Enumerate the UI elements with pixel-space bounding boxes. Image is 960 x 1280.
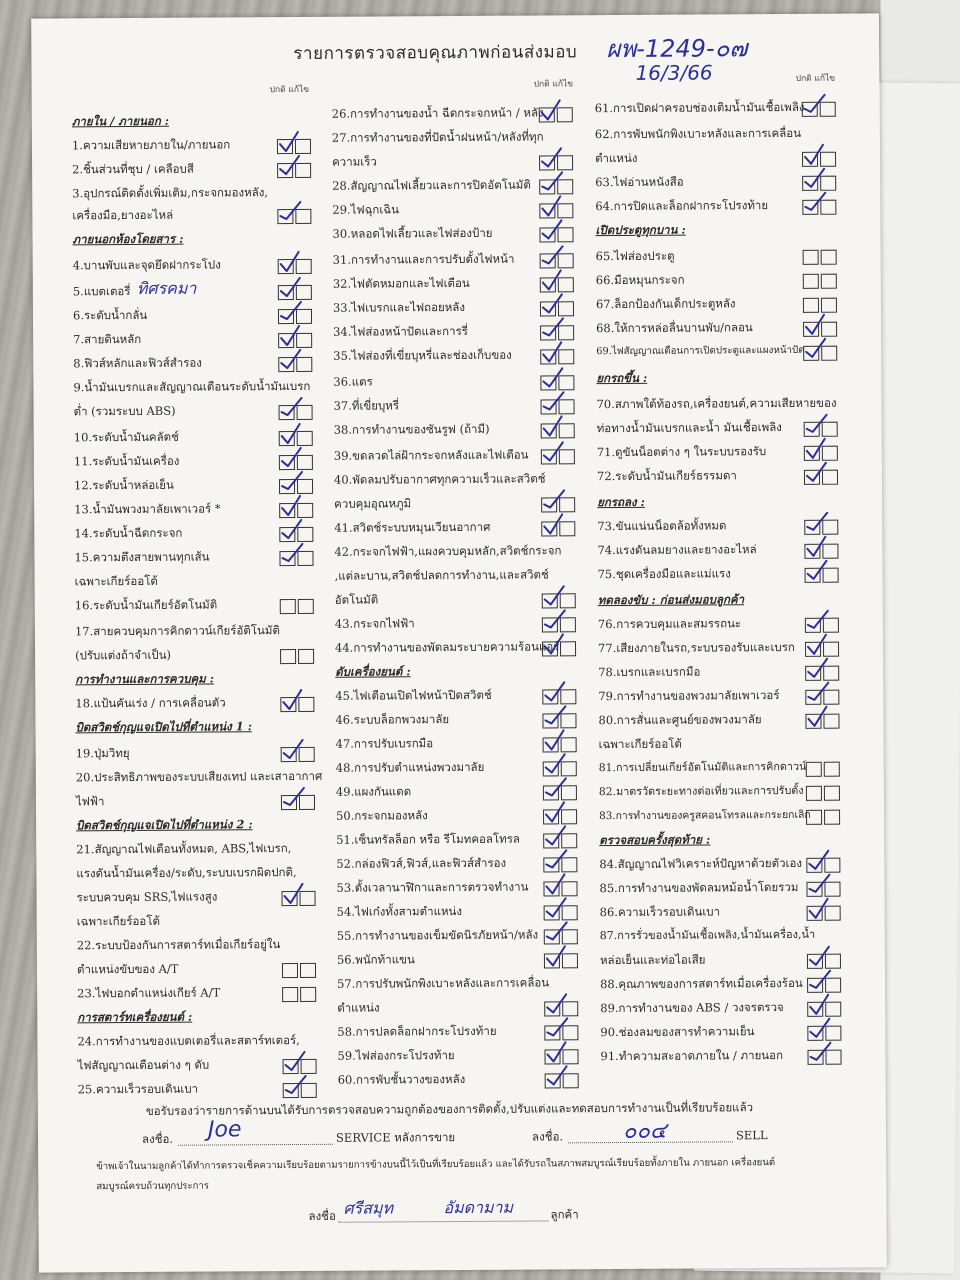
- checkmark-icon: [279, 251, 301, 273]
- checkbox-normal[interactable]: [806, 810, 822, 825]
- checkmark-icon: [808, 898, 830, 920]
- checkmark-icon: [805, 536, 827, 558]
- checkmark-icon: [807, 850, 829, 872]
- item-85: 85.การทำงานของพัดลมหม้อน้ำโดยรวม: [599, 879, 799, 896]
- handwritten-doc-code: ผพ-1249-๐๗: [606, 34, 748, 64]
- item-3-cont: เครื่องมือ,ยางอะไหล่: [72, 207, 174, 223]
- item-65: 65.ไฟส่องประตู: [595, 248, 675, 264]
- checkmark-icon: [279, 349, 301, 371]
- document-title: รายการตรวจสอบคุณภาพก่อนส่งมอบ: [293, 42, 578, 65]
- checkmark-icon: [803, 94, 825, 116]
- item-80-cont: เฉพาะเกียร์ออโต้: [598, 736, 682, 752]
- checkbox-normal[interactable]: [282, 987, 298, 1002]
- item-7: 7.สายดินหลัก: [73, 331, 142, 347]
- item-28: 28.สัญญาณไฟเลี้ยวและการปิดอัตโนมัติ: [332, 177, 531, 193]
- checkbox-fix[interactable]: [824, 762, 840, 777]
- item-86: 86.ความเร็วรอบเดินเบา: [599, 904, 721, 920]
- item-71: 71.ดูขันน็อตต่าง ๆ ในระบบรองรับ: [596, 444, 767, 460]
- checkmark-icon: [805, 462, 827, 484]
- item-24-cont: ไฟสัญญาณเตือนต่าง ๆ ดับ: [77, 1057, 210, 1073]
- item-9-cont: ต่ำ (รวมระบบ ABS): [73, 403, 176, 419]
- section-interior-exterior: ภายใน / ภายนอก :: [71, 113, 170, 129]
- item-38: 38.การทำงานของซันรูฟ (ถ้ามี): [333, 421, 490, 437]
- item-21-cont-1: แรงดันน้ำมันเครื่อง/ระดับ,ระบบเบรกผิดปกติ,: [76, 864, 297, 881]
- item-47: 47.การปรับเบรกมือ: [335, 736, 434, 751]
- checkmark-icon: [544, 753, 566, 775]
- item-35: 35.ไฟส่องที่เขี่ยบุหรี่และช่องเก็บของ: [333, 347, 512, 363]
- checkmark-icon: [804, 338, 826, 360]
- item-2: 2.ชิ้นส่วนที่ชุบ / เคลือบสี: [72, 161, 194, 177]
- checkmark-icon: [280, 471, 302, 493]
- item-42-cont-1: ,แต่ละบาน,สวิตช์ปลดการทำงาน,และสวิตช์: [334, 567, 549, 583]
- checkmark-icon: [279, 325, 301, 347]
- item-1: 1.ความเสียหายภายใน/ภายนอก: [71, 137, 231, 153]
- item-33: 33.ไฟเบรกและไฟถอยหลัง: [332, 299, 465, 315]
- checkmark-icon: [808, 994, 830, 1016]
- checkmark-icon: [543, 585, 565, 607]
- checkmark-icon: [279, 397, 301, 419]
- item-54: 54.ไฟเก๋งทั้งสามตำแหน่ง: [336, 903, 463, 919]
- checkmark-icon: [280, 423, 302, 445]
- checkmark-icon: [805, 560, 827, 582]
- checkbox-fix[interactable]: [821, 250, 837, 265]
- checkmark-icon: [543, 609, 565, 631]
- item-67: 67.ล็อกป้องกันเด็กประตูหลัง: [595, 296, 736, 312]
- checkmark-icon: [808, 1042, 830, 1064]
- section-lift-up: ยกรถขึ้น :: [596, 370, 648, 386]
- item-78: 78.เบรกและเบรกมือ: [598, 664, 701, 680]
- item-72: 72.ระดับน้ำมันเกียร์ธรรมดา: [596, 468, 737, 484]
- item-24: 24.การทำงานของแบตเตอรี่และสตาร์ทเตอร์,: [77, 1032, 300, 1049]
- item-42-cont-2: อัตโนมัติ: [334, 592, 379, 607]
- item-19: 19.ปุ่มวิทยุ: [75, 746, 130, 761]
- checkmark-icon: [543, 705, 565, 727]
- item-21-cont-3: เฉพาะเกียร์ออโต้: [76, 913, 160, 929]
- checkmark-icon: [542, 415, 564, 437]
- item-61: 61.การเปิดฝาครอบช่องเติมน้ำมันเชื้อเพลิง: [594, 99, 805, 116]
- checkmark-icon: [543, 681, 565, 703]
- checkmark-icon: [803, 144, 825, 166]
- item-18: 18.แป้นคันเร่ง / การเคลื่อนตัว: [75, 695, 226, 711]
- checkbox-fix[interactable]: [300, 987, 316, 1002]
- item-76: 76.การควบคุมและสมรรถนะ: [597, 616, 742, 632]
- item-70-cont: ท่อทางน้ำมันเบรกและน้ำ มันเชื้อเพลิง: [596, 420, 782, 436]
- checkbox-normal[interactable]: [280, 599, 296, 614]
- checkmark-icon: [806, 610, 828, 632]
- item-8: 8.ฟิวส์หลักและฟิวส์สำรอง: [73, 355, 202, 371]
- item-77: 77.เสียงภายในรถ,ระบบรองรับและเบรก: [597, 639, 795, 656]
- item-17-cont: (ปรับแต่งถ้าจำเป็น): [75, 647, 172, 663]
- item-57-cont: ตำแหน่ง: [337, 1000, 380, 1015]
- item-70: 70.สภาพใต้ท้องรถ,เครื่องยนต์,ความเสียหายของ: [596, 395, 837, 412]
- item-90: 90.ช่องลมของสารทำความเย็น: [600, 1024, 755, 1040]
- checkmark-icon: [805, 512, 827, 534]
- checkmark-icon: [806, 682, 828, 704]
- item-12: 12.ระดับน้ำหล่อเย็น: [73, 477, 174, 493]
- checkmark-icon: [279, 301, 301, 323]
- handwritten-date: 16/3/66: [635, 60, 713, 85]
- section-ignition-2: บิดสวิตช์กุญแจเปิดไปที่ตำแหน่ง 2 :: [76, 817, 253, 833]
- sell-role-label: SELL: [735, 1128, 768, 1143]
- checkmark-icon: [808, 946, 830, 968]
- checkmark-icon: [541, 391, 563, 413]
- section-start-engine: การสตาร์ทเครื่องยนต์ :: [77, 1009, 193, 1025]
- section-engine-off: ดับเครื่องยนต์ :: [335, 664, 411, 679]
- item-23: 23.ไฟบอกตำแหน่งเกียร์ A/T: [77, 985, 221, 1001]
- section-open-doors: เปิดประตูทุกบาน :: [595, 222, 686, 238]
- checkmark-icon: [804, 314, 826, 336]
- item-56: 56.พนักท้าแขน: [336, 952, 415, 967]
- section-operation: การทำงานและการควบคุม :: [75, 671, 215, 687]
- item-41: 41.สวิตช์ระบบหมุนเวียนอากาศ: [334, 519, 491, 535]
- customer-acceptance-text: ข้าพเจ้าในนามลูกค้าได้ทำการตรวจเช็คความเรียบร้อยตามรายการข้างบนนี้ไว้เป็นที่เรียบร้อยแล้ว และได้รับรถในสภาพสมบูรณ์เรียบร้อยทั้งภายใน ภายนอก เครื่องยนต์: [96, 1157, 776, 1173]
- section-ignition-1: บิดสวิตช์กุญแจเปิดไปที่ตำแหน่ง 1 :: [75, 719, 253, 735]
- checkmark-icon: [542, 513, 564, 535]
- checkmark-icon: [541, 269, 563, 291]
- item-40: 40.พัดลมปรับอากาศทุกความเร็วและสวิตช์: [333, 471, 546, 487]
- item-49: 49.แผงกันแดด: [335, 784, 412, 799]
- item-39: 39.ขดลวดไล่ฝ้ากระจกหลังและไฟเตือน: [333, 447, 529, 463]
- item-32: 32.ไฟตัดหมอกและไฟเตือน: [332, 275, 470, 291]
- item-53: 53.ตั้งเวลานาฬิกาและการตรวจทำงาน: [336, 879, 529, 895]
- item-20-cont: ไฟฟ้า: [75, 794, 105, 809]
- checkmark-icon: [282, 739, 304, 761]
- item-57: 57.การปรับพนักพิงเบาะหลังและการเคลื่อน: [337, 975, 550, 991]
- item-34: 34.ไฟส่องหน้าปัดและการรี่: [333, 323, 468, 339]
- checkbox-normal[interactable]: [803, 274, 819, 289]
- item-69: 69.ไฟสัญญาณเตือนการเปิดประตูและแผงหน้าปัด: [596, 344, 805, 358]
- section-lift-down: ยกรถลง :: [597, 494, 645, 510]
- item-68: 68.ให้การหล่อลื่นบานพับ/กลอน: [596, 320, 753, 336]
- item-27-cont: ความเร็ว: [332, 154, 377, 169]
- handwritten-battery: ทิศรคมา: [136, 278, 197, 298]
- service-signature: Joe: [207, 1117, 242, 1143]
- checkmark-icon: [544, 825, 566, 847]
- item-81: 81.การเปลี่ยนเกียร์อัตโนมัติและการคิกดาวน์: [598, 759, 807, 775]
- checkbox-fix[interactable]: [824, 810, 840, 825]
- checkmark-icon: [282, 883, 304, 905]
- item-51: 51.เซ็นทรัลล็อก หรือ รีโมทคอลโทรล: [336, 831, 520, 847]
- checkmark-icon: [545, 993, 567, 1015]
- certification-text: ขอรับรองว่ารายการด้านบนได้รับการตรวจสอบความถูกต้องของการติดตั้ง,ปรับแต่งและทดสอบการทำงานเป็นที่เรียบร้อยแล้ว: [145, 1100, 754, 1118]
- customer-signature-1: ศรีสมุท: [343, 1198, 394, 1218]
- item-62: 62.การพับพนักพิงเบาะหลังและการเคลื่อน: [594, 125, 802, 142]
- item-40-cont: ควบคุมอุณหภูมิ: [334, 496, 412, 511]
- col3-header: ปกติ แก้ไข: [795, 73, 836, 84]
- item-11: 11.ระดับน้ำมันเครื่อง: [73, 453, 180, 469]
- item-14: 14.ระดับน้ำฉีดกระจก: [74, 525, 183, 541]
- checkmark-icon: [284, 1075, 306, 1097]
- item-82: 82.มาตรวัดระยะทางต่อเที่ยวและการปรับตั้ง: [598, 783, 804, 799]
- item-10: 10.ระดับน้ำมันคลัตช์: [73, 429, 179, 445]
- checkmark-icon: [807, 874, 829, 896]
- item-22: 22.ระบบป้องกันการสตาร์ทเมื่อเกียร์อยู่ใน: [76, 937, 281, 953]
- item-36: 36.แตร: [333, 374, 373, 389]
- item-15: 15.ความตึงสายพานทุกเส้น: [74, 549, 210, 565]
- item-74: 74.แรงดันลมยางและยางอะไหล่: [597, 542, 757, 558]
- item-55: 55.การทำงานของเข็มขัดนิรภัยหน้า/หลัง: [336, 927, 539, 943]
- item-4: 4.บานพับและจุดยึดฝากระโปง: [72, 257, 221, 273]
- service-sign-label: ลงชื่อ.: [141, 1131, 174, 1146]
- item-29: 29.ไฟฉุกเฉิน: [332, 202, 400, 217]
- checkmark-icon: [545, 1017, 567, 1039]
- item-83: 83.การทำงานของครูสคอนโทรลและกระยกเลิก: [599, 808, 811, 823]
- checkmark-icon: [806, 706, 828, 728]
- checkmark-icon: [282, 787, 304, 809]
- checkmark-icon: [803, 168, 825, 190]
- checkmark-icon: [541, 245, 563, 267]
- item-80: 80.การสั่นและศูนย์ของพวงมาลัย: [598, 712, 762, 728]
- checkmark-icon: [544, 873, 566, 895]
- checkmark-icon: [808, 1018, 830, 1040]
- item-15-cont: เฉพาะเกียร์ออโต้: [74, 573, 158, 589]
- checkmark-icon: [544, 777, 566, 799]
- item-89: 89.การทำงานของ ABS / วงจรตรวจ: [600, 1000, 784, 1016]
- customer-acceptance-text-cont: สมบูรณ์ครบถ้วนทุกประการ: [96, 1180, 209, 1193]
- item-73: 73.ขันแน่นน็อตล้อทั้งหมด: [597, 518, 727, 534]
- checkmark-icon: [278, 131, 300, 153]
- checkmark-icon: [806, 634, 828, 656]
- item-84: 84.สัญญาณไฟวิเคราะห์ปัญหาด้วยตัวเอง: [599, 855, 803, 872]
- item-52: 52.กล่องฟิวส์,ฟิวส์,และฟิวส์สำรอง: [336, 855, 507, 871]
- checkmark-icon: [540, 171, 562, 193]
- item-5: 5.แบตเตอรี่: [72, 284, 131, 299]
- checkmark-icon: [543, 633, 565, 655]
- item-37: 37.ที่เขี่ยบุหรี่: [333, 398, 400, 413]
- item-3: 3.อุปกรณ์ติดตั้งเพิ่มเติม,กระจกมองหลัง,: [72, 185, 269, 201]
- checkbox-fix[interactable]: [298, 649, 314, 664]
- checkmark-icon: [542, 441, 564, 463]
- checkmark-icon: [541, 293, 563, 315]
- item-46: 46.ระบบล็อกพวงมาลัย: [335, 712, 450, 727]
- item-31: 31.การทำงานและการปรับตั้งไฟหน้า: [332, 251, 515, 267]
- item-45: 45.ไฟเตือนเปิดไฟหน้าปิดสวิตช์: [335, 687, 492, 703]
- item-16: 16.ระดับน้ำมันเกียร์อัตโนมัติ: [74, 597, 218, 613]
- service-role-label: SERVICE หลังการขาย: [335, 1130, 456, 1145]
- checkmark-icon: [806, 658, 828, 680]
- checkmark-icon: [280, 495, 302, 517]
- item-22-cont: ตำแหน่งขับของ A/T: [76, 961, 179, 977]
- item-50: 50.กระจกมองหลัง: [336, 808, 428, 823]
- checkmark-icon: [540, 99, 562, 121]
- customer-signature-2: อัมดามาม: [443, 1197, 514, 1218]
- checkmark-icon: [545, 897, 567, 919]
- item-58: 58.การปลดล็อกฝากระโปรงท้าย: [337, 1023, 497, 1039]
- checkmark-icon: [541, 367, 563, 389]
- item-79: 79.การทำงานของพวงมาลัยเพาเวอร์: [598, 688, 780, 704]
- checkmark-icon: [541, 317, 563, 339]
- item-88: 88.คุณภาพของการสตาร์ทเมื่อเครื่องร้อน: [600, 975, 803, 992]
- checkmark-icon: [540, 219, 562, 241]
- checkbox-fix[interactable]: [821, 274, 837, 289]
- checkbox-normal[interactable]: [282, 963, 298, 978]
- checkmark-icon: [279, 277, 301, 299]
- item-17: 17.สายควบคุมการคิกดาวน์เกียร์อัติโนมัติ: [74, 623, 280, 639]
- checkbox-fix[interactable]: [298, 599, 314, 614]
- checkmark-icon: [280, 543, 302, 565]
- checkmark-icon: [805, 438, 827, 460]
- item-66: 66.มือหมุนกระจก: [595, 272, 685, 288]
- item-87: 87.การรั่วของน้ำมันเชื้อเพลิง,น้ำมันเครื่อง,น้ำ: [599, 927, 816, 943]
- section-engine-bay: ภายนอกห้องโดยสาร :: [72, 231, 184, 247]
- item-62-cont: ตำแหน่ง: [594, 150, 638, 166]
- sell-sign-label: ลงชื่อ.: [531, 1129, 564, 1144]
- checkbox-normal[interactable]: [806, 762, 822, 777]
- checklist-sheet: [31, 13, 887, 1272]
- item-21-cont-2: ระบบควบคุม SRS,ไฟแรงสูง: [76, 889, 218, 905]
- item-27: 27.การทำงานของที่ปัดน้ำฝนหน้า/หลังที่ทุก: [331, 129, 544, 145]
- item-59: 59.ไฟส่องกระโปรงท้าย: [337, 1048, 455, 1063]
- checkbox-normal[interactable]: [803, 298, 819, 313]
- checkmark-icon: [808, 970, 830, 992]
- checkmark-icon: [281, 689, 303, 711]
- checkmark-icon: [805, 414, 827, 436]
- item-91: 91.ทำความสะอาดภายใน / ภายนอก: [600, 1048, 784, 1064]
- checkmark-icon: [544, 729, 566, 751]
- item-30: 30.หลอดไฟเลี้ยวและไฟส่องป้าย: [332, 225, 493, 241]
- checkbox-fix[interactable]: [824, 786, 840, 801]
- checkmark-icon: [541, 341, 563, 363]
- checkmark-icon: [280, 519, 302, 541]
- item-64: 64.การปิดและล็อกฝากระโปรงท้าย: [595, 198, 769, 214]
- customer-sign-label: ลงชื่อ: [308, 1208, 336, 1223]
- checkmark-icon: [544, 801, 566, 823]
- checkmark-icon: [546, 1065, 568, 1087]
- item-87-cont: หล่อเย็นและท่อไอเสีย: [599, 952, 706, 968]
- service-sign-line: [178, 1143, 333, 1146]
- item-25: 25.ความเร็วรอบเดินเบา: [77, 1081, 199, 1097]
- checkmark-icon: [278, 201, 300, 223]
- item-20: 20.ประสิทธิภาพของระบบเสียงเทป และเสาอากาศ: [75, 768, 323, 785]
- checkmark-icon: [545, 945, 567, 967]
- item-48: 48.การปรับตำแหน่งพวงมาลัย: [335, 759, 485, 775]
- checkmark-icon: [803, 192, 825, 214]
- checkmark-icon: [542, 489, 564, 511]
- section-test-drive: ทดลองขับ : ก่อนส่งมอบลูกค้า: [597, 592, 745, 608]
- checkbox-normal[interactable]: [806, 786, 822, 801]
- item-63: 63.ไฟอ่านหนังสือ: [595, 174, 684, 190]
- item-9: 9.น้ำมันเบรกและสัญญาณเตือนระดับน้ำมันเบรก: [73, 378, 311, 395]
- checkbox-fix[interactable]: [300, 963, 316, 978]
- col2-header: ปกติ แก้ไข: [533, 79, 574, 90]
- item-6: 6.ระดับน้ำกลั่น: [72, 307, 148, 323]
- item-13: 13.น้ำมันพวงมาลัยเพาเวอร์ *: [74, 501, 221, 517]
- checkbox-normal[interactable]: [280, 649, 296, 664]
- item-44: 44.การทำงานของพัดลมระบายความร้อนแอร์: [334, 639, 560, 655]
- checkmark-icon: [278, 155, 300, 177]
- checkmark-icon: [540, 147, 562, 169]
- customer-role-label: ลูกค้า: [550, 1207, 579, 1222]
- item-60: 60.การพับชั้นวางของหลัง: [337, 1071, 466, 1087]
- item-75: 75.ชุดเครื่องมือและแม่แรง: [597, 566, 731, 582]
- checkmark-icon: [545, 1041, 567, 1063]
- item-43: 43.กระจกไฟฟ้า: [334, 616, 415, 631]
- checkmark-icon: [283, 1051, 305, 1073]
- checkbox-normal[interactable]: [803, 250, 819, 265]
- checkbox-fix[interactable]: [821, 298, 837, 313]
- checkmark-icon: [540, 195, 562, 217]
- item-42: 42.กระจกไฟฟ้า,แผงควบคุมหลัก,สวิตช์กระจก: [334, 543, 562, 559]
- sell-signature: ๐๐๔: [622, 1118, 667, 1145]
- section-final-check: ตรวจสอบครั้งสุดท้าย :: [599, 832, 711, 848]
- col1-header: ปกติ แก้ไข: [269, 84, 310, 96]
- checkmark-icon: [545, 921, 567, 943]
- checkmark-icon: [280, 447, 302, 469]
- item-26: 26.การทำงานของน้ำ ฉีดกระจกหน้า / หลัง: [331, 105, 544, 121]
- checkmark-icon: [544, 849, 566, 871]
- item-21: 21.สัญญาณไฟเตือนทั้งหมด, ABS,ไฟเบรก,: [76, 841, 292, 857]
